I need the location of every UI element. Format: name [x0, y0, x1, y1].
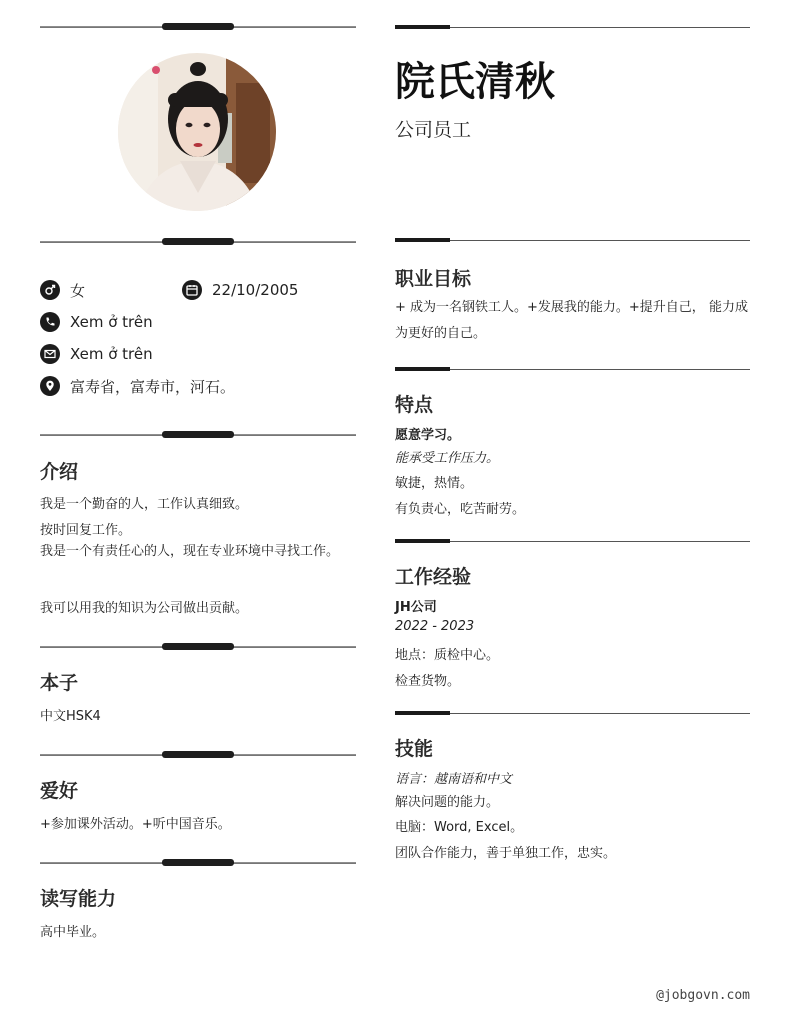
objective-title: 职业目标 — [395, 268, 472, 290]
traits-italic-line: 能承受工作压力。 — [395, 451, 500, 466]
full-name: 院氏清秋 — [395, 59, 555, 105]
phone-row — [40, 311, 356, 333]
divider — [395, 238, 750, 243]
divider — [40, 751, 356, 759]
email-value: Xem ở trên — [70, 345, 153, 363]
intro-line: 我是一个勤奋的人，工作认真细致。 — [40, 497, 249, 512]
job-title: 公司员工 — [395, 119, 472, 141]
birthdate-row — [182, 279, 352, 301]
experience-period: 2022 - 2023 — [395, 619, 475, 634]
skills-line: 团队合作能力，善于单独工作，忠实。 — [395, 846, 617, 861]
gender-icon — [40, 280, 60, 300]
traits-title: 特点 — [395, 394, 434, 416]
literacy-title: 读写能力 — [40, 888, 117, 910]
divider — [40, 859, 356, 867]
address-row — [40, 375, 356, 397]
objective-text: + 成为一名钢铁工人。+发展我的能力。+提升自己， 能力成为更好的自己。 — [395, 300, 748, 341]
phone-value: Xem ở trên — [70, 313, 153, 331]
certificate-title: 本子 — [40, 672, 79, 694]
avatar — [118, 53, 276, 211]
traits-bold-line: 愿意学习。 — [395, 428, 461, 443]
divider — [40, 23, 356, 31]
hobbies-title: 爱好 — [40, 780, 79, 802]
traits-line: 有负责心，吃苦耐劳。 — [395, 502, 526, 517]
skills-line: 解决问题的能力。 — [395, 795, 500, 810]
skills-title: 技能 — [395, 738, 434, 760]
skills-line: 电脑：Word, Excel。 — [395, 820, 524, 835]
traits-line: 敏捷，热情。 — [395, 476, 474, 491]
intro-line: 我可以用我的知识为公司做出贡献。 — [40, 601, 249, 616]
experience-title: 工作经验 — [395, 566, 472, 588]
certificate-line: 中文HSK4 — [40, 709, 101, 724]
address-value: 富寿省，富寿市，河石。 — [70, 377, 236, 396]
divider — [40, 238, 356, 246]
phone-icon — [40, 312, 60, 332]
skills-italic-line: 语言：越南语和中文 — [395, 772, 513, 787]
divider — [395, 25, 750, 30]
divider — [40, 643, 356, 651]
divider — [395, 711, 750, 716]
hobbies-line: +参加课外活动。+听中国音乐。 — [40, 817, 231, 832]
email-row — [40, 343, 356, 365]
divider — [395, 539, 750, 544]
divider — [40, 431, 356, 439]
experience-line: 地点：质检中心。 — [395, 648, 500, 663]
experience-line: 检查货物。 — [395, 674, 461, 689]
divider — [395, 367, 750, 372]
intro-title: 介绍 — [40, 461, 79, 483]
intro-line: 我是一个有责任心的人，现在专业环境中寻找工作。 — [40, 544, 340, 559]
footer-credit: @jobgovn.com — [656, 988, 750, 1003]
birthdate-value: 22/10/2005 — [212, 281, 299, 299]
experience-company: JH公司 — [395, 600, 437, 615]
literacy-line: 高中毕业。 — [40, 925, 106, 940]
avatar-photo — [118, 53, 276, 211]
location-pin-icon — [40, 376, 60, 396]
gender-value: 女 — [70, 281, 86, 300]
envelope-icon — [40, 344, 60, 364]
gender-row — [40, 279, 180, 301]
intro-line: 按时回复工作。 — [40, 523, 132, 538]
calendar-icon — [182, 280, 202, 300]
